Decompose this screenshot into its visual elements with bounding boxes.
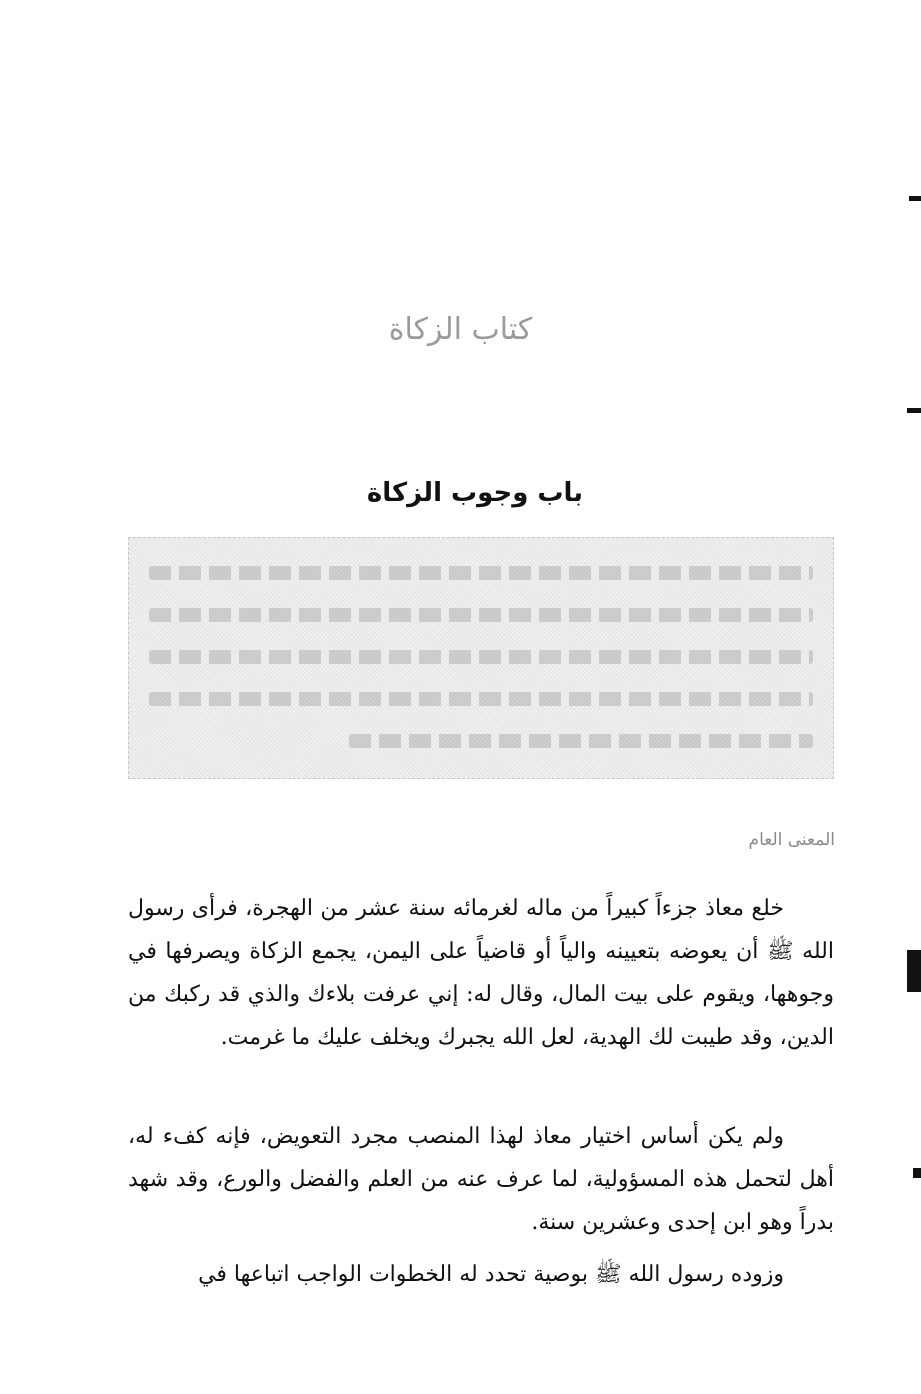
section-heading: المعنى العام bbox=[748, 830, 835, 850]
scan-edge-mark bbox=[907, 950, 921, 992]
paragraph-text: خلع معاذ جزءاً كبيراً من ماله لغرمائه سنة عشر من الهجرة، فرأى رسول الله ﷺ أن يعوضه بتعيينه والياً أو قاضياً على اليمن، يجمع الزكاة ويصرفها في وجوهها، ويقوم على بيت المال، وقال له: إني عرفت بلاءك والذي قد ركبك من الدين، وقد طيبت لك الهدية، لعل الله يجبرك ويخلف عليك ما غرمت. bbox=[128, 896, 834, 1050]
scan-edge-mark bbox=[907, 408, 921, 413]
scan-edge-mark bbox=[913, 1168, 921, 1178]
chapter-title: باب وجوب الزكاة bbox=[366, 478, 584, 508]
faded-line bbox=[149, 608, 813, 622]
body-paragraph bbox=[128, 887, 834, 1059]
hadith-text-box bbox=[128, 537, 834, 779]
book-title: كتاب الزكاة bbox=[388, 312, 533, 347]
faded-line bbox=[149, 692, 813, 706]
faded-line bbox=[349, 734, 813, 748]
paragraph-text: ولم يكن أساس اختيار معاذ لهذا المنصب مجرد التعويض، فإنه كفء له، أهل لتحمل هذه المسؤولية، لما عرف عنه من العلم والفضل والورع، وقد شهد بدراً وهو ابن إحدى وعشرين سنة. bbox=[128, 1124, 834, 1235]
body-paragraph bbox=[128, 1253, 834, 1296]
scan-edge-mark bbox=[909, 196, 921, 201]
body-paragraph bbox=[128, 1115, 834, 1244]
faded-line bbox=[149, 566, 813, 580]
faded-line bbox=[149, 650, 813, 664]
hadith-faded-text bbox=[149, 566, 813, 776]
paragraph-text: وزوده رسول الله ﷺ بوصية تحدد له الخطوات الواجب اتباعها في bbox=[198, 1262, 784, 1287]
